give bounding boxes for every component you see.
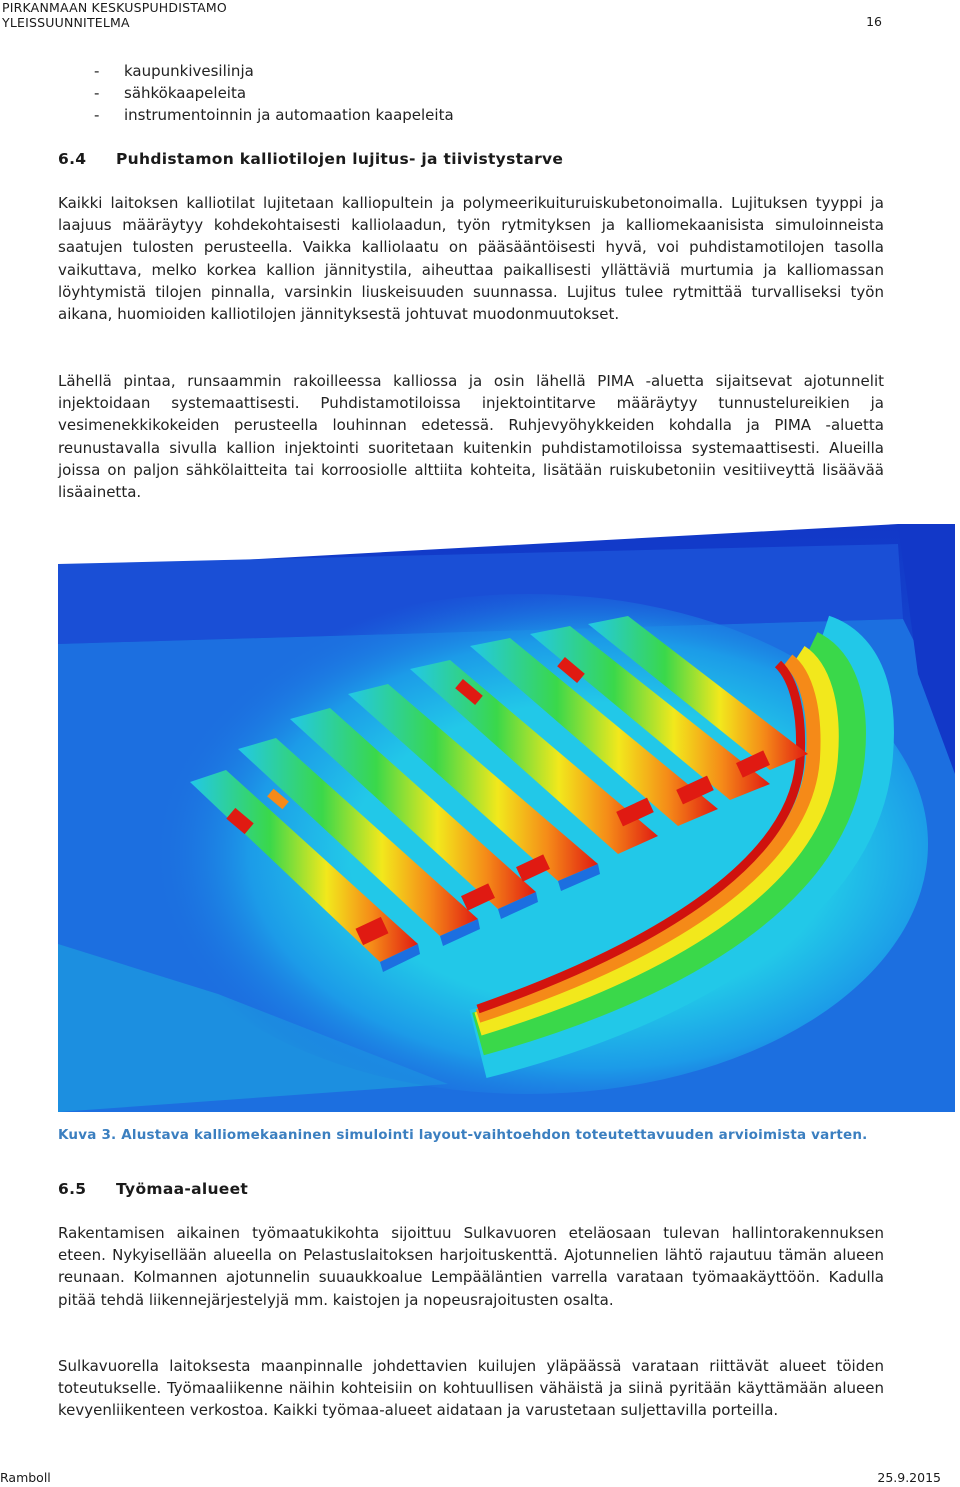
footer-date: 25.9.2015 (877, 1470, 941, 1485)
paragraph-shaft-areas: Sulkavuorella laitoksesta maanpinnalle johdettavien kuilujen yläpäässä varataan riittävät alueet töiden toteutukselle. Työmaaliikenne näihin kohteisiin on kohtuullisen vähäistä ja siinä pyritään käyttämään alueen kevyenliikenteen verkostoa. Kaikki työmaa-alueet aidataan ja varustetaan suljettavilla porteilla. (58, 1357, 884, 1420)
header-org: PIRKANMAAN KESKUSPUHDISTAMO (2, 0, 227, 15)
section-heading-6-5: 6.5 Työmaa-alueet (58, 1180, 249, 1198)
list-item: - kaupunkivesilinja (94, 62, 254, 80)
bullet-list (94, 60, 454, 126)
figure-caption: Kuva 3. Alustava kalliomekaaninen simulointi layout-vaihtoehdon toteutettavuuden arvioimista varten. (58, 1127, 868, 1143)
section-heading-6-4: 6.4 Puhdistamon kalliotilojen lujitus- ja tiivistystarve (58, 150, 564, 168)
page-number: 16 (866, 14, 882, 29)
page-header (2, 0, 227, 30)
paragraph-injection: Lähellä pintaa, runsaammin rakoilleessa kalliossa ja osin lähellä PIMA -aluetta sijaitsevat ajotunnelit injektoidaan systemaattisesti. Puhdistamotiloissa injektointitarve määräytyy tunnustelureikien ja vesimenekkikokeiden perusteella louhinnan edetessä. Ruhjevyöhykkeiden kohdalla ja PIMA -aluetta reunustavalla sivulla kallion injektointi suoritetaan kuitenkin puhdistamotiloissa systemaattisesti. Alueilla joissa on paljon sähkölaitteita tai korroosiolle alttiita kohteita, lisätään ruiskubetoniin vesitiiveyttä lisäävää lisäainetta. (58, 372, 884, 502)
footer-company: Ramboll (0, 1470, 51, 1485)
paragraph-site-base: Rakentamisen aikainen työmaatukikohta sijoittuu Sulkavuoren eteläosaan tulevan hallintorakennuksen eteen. Nykyisellään alueella on Pelastuslaitoksen harjoituskenttä. Ajotunnelien lähtö rajautuu tämän alueen reunaan. Kolmannen ajotunnelin suuaukkoalue Lempääläntien varrella varataan työmaakäyttöön. Kadulla pitää tehdä liikennejärjestelyjä mm. kaistojen ja nopeusrajoitusten osalta. (58, 1224, 884, 1309)
list-item: - instrumentoinnin ja automaation kaapeleita (94, 106, 454, 124)
paragraph-reinforcement: Kaikki laitoksen kalliotilat lujitetaan kalliopultein ja polymeerikuituruiskubetonoimalla. Lujituksen tyyppi ja laajuus määräytyy kohdekohtaisesti kalliolaadun, työn rytmityksen ja kalliomekaanisista simuloinneista saatujen tulosten perusteella. Vaikka kalliolaatu on pääsääntöisesti hyvä, voi puhdistamotilojen tasolla vaikuttava, melko korkea kallion jännitystila, aiheuttaa paikallisesti yllättäviä murtumia ja kalliomassan löyhtymistä tilojen pinnalla, varsinkin liuskeisuuden suunnassa. Lujitus tulee rytmittää turvalliseksi työn aikana, huomioiden kalliotilojen jännityksestä johtuvat muodonmuutokset. (58, 194, 884, 324)
simulation-figure (58, 524, 955, 1112)
stress-simulation-image (58, 524, 955, 1112)
list-item: - sähkökaapeleita (94, 84, 247, 102)
header-doc: YLEISSUUNNITELMA (2, 15, 130, 30)
